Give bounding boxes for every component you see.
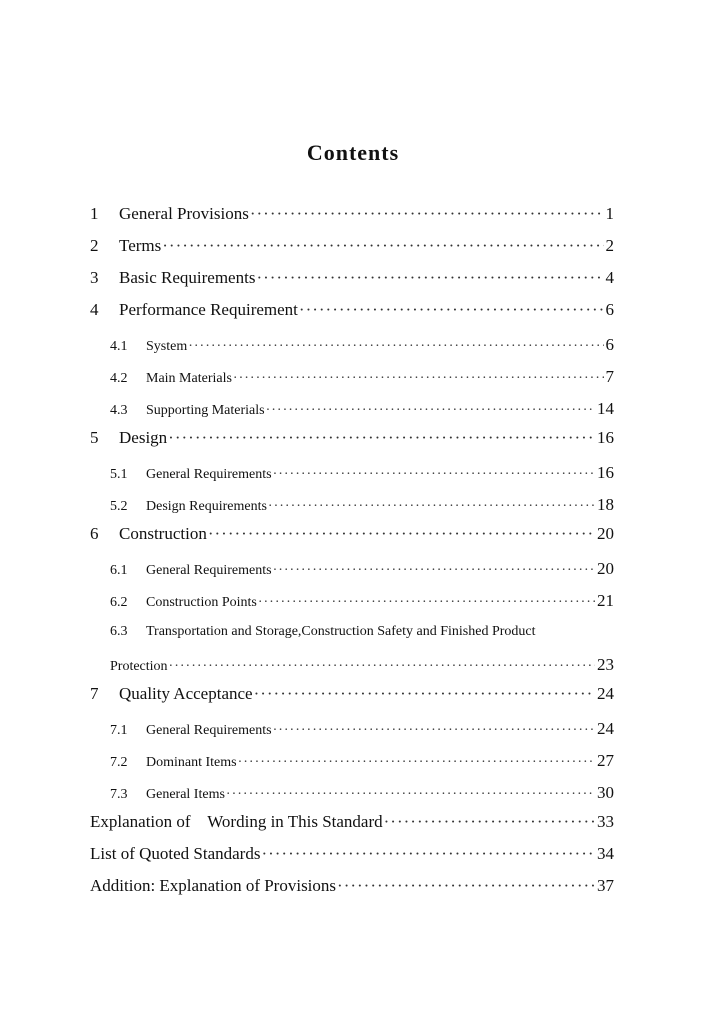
toc-page-number: 2: [605, 236, 614, 255]
toc-label: Quality Acceptance: [119, 684, 253, 703]
toc-number: 6.3: [110, 624, 128, 639]
dot-leader: [208, 524, 595, 544]
toc-page-number: 23: [597, 655, 614, 674]
toc-label: Transportation and Storage,Construction Safety and Finished Product: [146, 624, 536, 639]
dot-leader: [254, 684, 595, 704]
toc-entry-5-2[interactable]: [110, 495, 614, 515]
toc-entry-2[interactable]: [90, 236, 614, 256]
toc-number: 7.3: [110, 787, 128, 802]
toc-page-number: 24: [597, 684, 614, 703]
toc-entry-3[interactable]: [90, 268, 614, 288]
toc-entry-4-2[interactable]: [110, 367, 614, 387]
toc-entry-7[interactable]: [90, 684, 614, 704]
toc-label: General Provisions: [119, 204, 249, 223]
dot-leader: [299, 300, 604, 320]
toc-page-number: 34: [597, 844, 614, 863]
toc-number: 5.1: [110, 467, 128, 482]
toc-entry-1[interactable]: [90, 204, 614, 224]
toc-entry-5-1[interactable]: [110, 463, 614, 483]
toc-number: 5: [90, 428, 99, 447]
dot-leader: [238, 755, 595, 771]
toc-entry-6-3[interactable]: [110, 624, 614, 640]
page-title: Contents: [306, 140, 400, 165]
dot-leader: [273, 563, 595, 579]
toc-page-number: 27: [597, 751, 614, 770]
toc-label: Construction Points: [146, 595, 257, 610]
dot-leader: [258, 595, 595, 611]
toc-label: Terms: [119, 236, 162, 255]
dot-leader: [268, 499, 595, 515]
toc-number: 7.1: [110, 723, 128, 738]
toc-page-number: 1: [605, 204, 614, 223]
toc-page-number: 6: [605, 335, 614, 354]
toc-page-number: 4: [605, 268, 614, 287]
dot-leader: [337, 876, 595, 896]
toc-entry-7-1[interactable]: [110, 719, 614, 739]
dot-leader: [233, 371, 604, 387]
toc-number: 6: [90, 524, 99, 543]
dot-leader: [256, 268, 603, 288]
toc-entry-wording-explanation[interactable]: [90, 812, 614, 832]
toc-label: General Requirements: [146, 563, 272, 578]
toc-page-number: 18: [597, 495, 614, 514]
dot-leader: [250, 204, 604, 224]
toc-page-number: 6: [605, 300, 614, 319]
toc-label: Design: [119, 428, 168, 447]
toc-entry-6-2[interactable]: [110, 591, 614, 611]
toc-entry-6-3-continued[interactable]: [110, 655, 614, 675]
toc-label: List of Quoted Standards: [90, 844, 261, 863]
toc-label: Addition: Explanation of Provisions: [90, 876, 337, 895]
toc-page-number: 30: [597, 783, 614, 802]
dot-leader: [169, 659, 595, 675]
dot-leader: [273, 723, 595, 739]
toc-page-number: 16: [597, 463, 614, 482]
toc-entry-5[interactable]: [90, 428, 614, 448]
toc-entry-4[interactable]: [90, 300, 614, 320]
toc-entry-7-3[interactable]: [110, 783, 614, 803]
toc-page-number: 14: [597, 399, 614, 418]
toc-label: System: [146, 339, 188, 354]
toc-number: 4.2: [110, 371, 128, 386]
toc-label: Construction: [119, 524, 207, 543]
toc-page-number: 20: [597, 524, 614, 543]
dot-leader: [384, 812, 595, 832]
toc-number: 6.2: [110, 595, 128, 610]
toc-number: 7: [90, 684, 99, 703]
toc-page-number: 16: [597, 428, 614, 447]
toc-page-number: 24: [597, 719, 614, 738]
toc-number: 4.1: [110, 339, 128, 354]
toc-entry-7-2[interactable]: [110, 751, 614, 771]
toc-number: 4: [90, 300, 99, 319]
dot-leader: [266, 403, 595, 419]
toc-label: Supporting Materials: [146, 403, 265, 418]
toc-entry-4-1[interactable]: [110, 335, 614, 355]
toc-number: 5.2: [110, 499, 128, 514]
dot-leader: [226, 787, 595, 803]
toc-entry-6[interactable]: [90, 524, 614, 544]
dot-leader: [168, 428, 595, 448]
toc-label-continued: Protection: [110, 659, 168, 674]
toc-page-number: 7: [605, 367, 614, 386]
toc-entry-4-3[interactable]: [110, 399, 614, 419]
toc-label: Basic Requirements: [119, 268, 256, 287]
toc-entry-6-1[interactable]: [110, 559, 614, 579]
toc-page-number: 20: [597, 559, 614, 578]
dot-leader: [273, 467, 595, 483]
toc-label: General Requirements: [146, 723, 272, 738]
toc-label: General Items: [146, 787, 225, 802]
toc-page-number: 21: [597, 591, 614, 610]
toc-number: 3: [90, 268, 99, 287]
toc-page-number: 37: [597, 876, 614, 895]
toc-page-number: 33: [597, 812, 614, 831]
toc-number: 6.1: [110, 563, 128, 578]
toc-entry-provisions-explanation[interactable]: [90, 876, 614, 896]
toc-label: Performance Requirement: [119, 300, 298, 319]
dot-leader: [261, 844, 595, 864]
dot-leader: [188, 339, 603, 355]
toc-label: General Requirements: [146, 467, 272, 482]
toc-number: 4.3: [110, 403, 128, 418]
toc-label: Design Requirements: [146, 499, 267, 514]
toc-entry-quoted-standards[interactable]: [90, 844, 614, 864]
toc-label: Explanation of Wording in This Standard: [90, 812, 383, 831]
toc-number: 7.2: [110, 755, 128, 770]
toc-number: 2: [90, 236, 99, 255]
dot-leader: [162, 236, 603, 256]
toc-label: Main Materials: [146, 371, 232, 386]
toc-number: 1: [90, 204, 99, 223]
toc-label: Dominant Items: [146, 755, 237, 770]
